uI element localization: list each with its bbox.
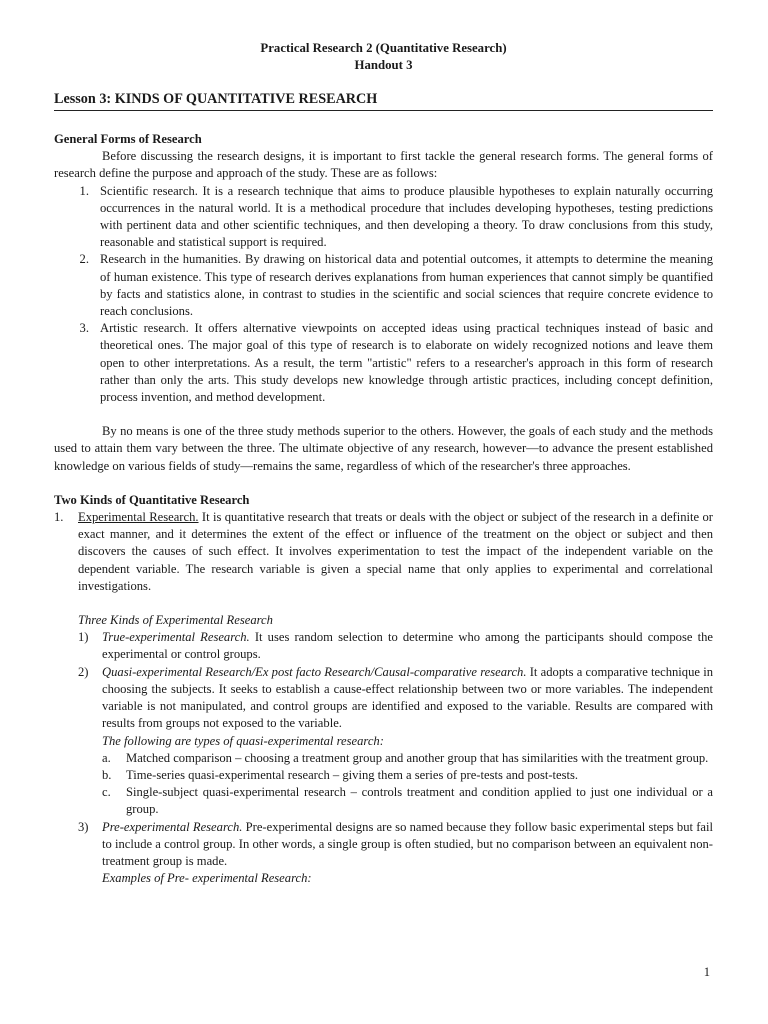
list-item: 3. Artistic research. It offers alternative viewpoints on accepted ideas using practical techniques instead of basic and theoretical ones. The major goal of this type of research is to elaborate on widely recognized notions and leave them open to other interpretations. As a result, the term "artistic" refers to a researcher's approach in this form of research rather than only the arts. This study develops new knowledge through artistic practices, including concept definition, process invention, and method development. <box>79 321 713 405</box>
section-heading-general-forms: General Forms of Research <box>54 132 202 146</box>
course-title: Practical Research 2 (Quantitative Research) <box>260 41 507 55</box>
list-item-pre-experimental: 3) Pre-experimental Research. Pre-experimental designs are so named because they follow basic experimental steps but fail to include a control group. In other words, a single group is often studied, but no comparison between an equivalent non-treatment group is made. <box>78 819 713 868</box>
list-item: 1. Scientific research. It is a research technique that aims to produce plausible hypotheses to explain naturally occurring occurrences in the natural world. It is a methodical procedure that includes developing hypotheses, testing predictions with pertinent data and other scientific techniques, and then developing a theory. To draw conclusions from this study, reasonable and statistical support is required. <box>79 183 713 250</box>
general-forms-list <box>54 183 713 407</box>
list-item: b. Time-series quasi-experimental research – giving them a series of pre-tests and post-tests. <box>102 767 579 782</box>
page-number: 1 <box>703 965 710 979</box>
term-experimental-research: Experimental Research. <box>78 510 199 525</box>
title-divider <box>54 110 713 111</box>
handout-label: Handout 3 <box>354 58 413 72</box>
list-item: 2. Research in the humanities. By drawing on historical data and potential outcomes, it attempts to determine the meaning of human existence. This type of research derives explanations from human experiences that cannot simply be quantified by facts and statistics alone, in contrast to studies in the scientific and social sciences that require concrete evidence to reach conclusions. <box>79 252 713 319</box>
list-item: a. Matched comparison – choosing a treatment group and another group that has similarities with the treatment group. <box>102 750 709 765</box>
general-forms-intro: Before discussing the research designs, it is important to first tackle the general research forms. The general forms of research define the purpose and approach of the study. These are as follows: <box>54 149 713 181</box>
pre-experimental-examples-heading: Examples of Pre- experimental Research: <box>102 871 312 886</box>
section-heading-two-kinds: Two Kinds of Quantitative Research <box>54 492 250 507</box>
list-item-quasi-experimental: 2) Quasi-experimental Research/Ex post facto Research/Causal-comparative research. It adopts a comparative technique in choosing the subjects. It seeks to establish a cause-effect relationship between two or more variables. The independent variable is not manipulated, and control groups are identified and exposed to the variable. Results are compared with results from groups not exposed to the variable. <box>78 664 713 731</box>
document-page <box>54 40 713 887</box>
subsection-heading-three-kinds: Three Kinds of Experimental Research <box>78 613 273 628</box>
list-item-experimental: 1. Experimental Research. It is quantitative research that treats or deals with the object or subject of the research in a definite or exact manner, and it determines the extent of the effect or influence of the treatment on the object or subject and then discovers the causes of such effect. It involves experimentation to test the impact of the independent variable on the dependent variable. The research variable is given a special name that only applies to experimental and correlational investigations. <box>54 510 713 593</box>
list-item-true-experimental: 1) True-experimental Research. It uses random selection to determine who among the participants should compose the experimental or control groups. <box>78 630 713 662</box>
list-item: c. Single-subject quasi-experimental research – controls treatment and condition applied to just one individual or a group. <box>102 785 713 817</box>
general-forms-closing: By no means is one of the three study methods superior to the others. However, the goals of each study and the methods used to attain them vary between the three. The ultimate objective of any research, however—to advance the present established knowledge on various fields of study—remains the same, regardless of which of the researcher's three approaches. <box>54 424 713 473</box>
lesson-title: Lesson 3: KINDS OF QUANTITATIVE RESEARCH <box>54 91 378 107</box>
quasi-types-heading: The following are types of quasi-experimental research: <box>102 733 384 748</box>
